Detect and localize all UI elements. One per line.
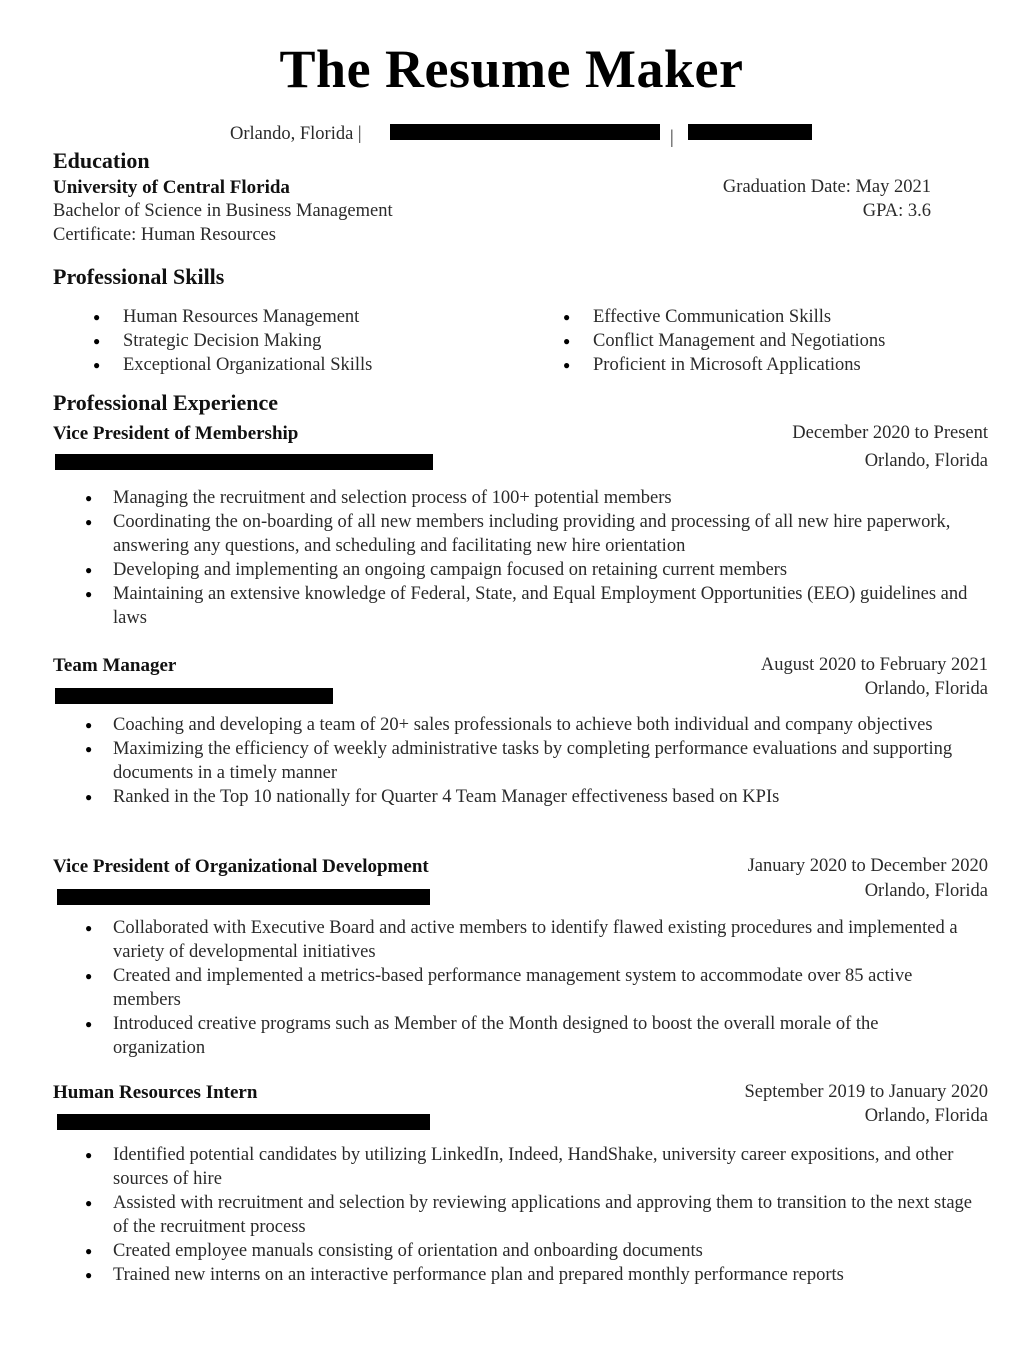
job-bullets — [53, 713, 973, 809]
list-item: ● Collaborated with Executive Board and active members to identify flawed existing procedures and implemented a variety of developmental initiatives — [53, 916, 973, 964]
job-title: Vice President of Membership — [53, 423, 299, 444]
job-location: Orlando, Florida — [864, 881, 988, 901]
redacted-employer — [57, 889, 430, 905]
skills-list-right — [523, 305, 885, 377]
education-school: University of Central Florida — [53, 177, 290, 198]
job-dates: December 2020 to Present — [792, 423, 988, 443]
list-item: ● Identified potential candidates by utilizing LinkedIn, Indeed, HandShake, university career expositions, and other sources of hire — [53, 1143, 983, 1191]
job-location: Orlando, Florida — [864, 451, 988, 471]
education-gpa: GPA: 3.6 — [862, 201, 931, 221]
list-item: ● Created and implemented a metrics-based performance management system to accommodate over 85 active members — [53, 964, 973, 1012]
list-item: ● Maximizing the efficiency of weekly administrative tasks by completing performance evaluations and supporting documents in a timely manner — [53, 737, 973, 785]
list-item: ● Managing the recruitment and selection process of 100+ potential members — [53, 486, 973, 510]
list-item: ● Coordinating the on-boarding of all new members including providing and processing of all new hire paperwork, answering any questions, and scheduling and facilitating new hire orientation — [53, 510, 973, 558]
job-dates: September 2019 to January 2020 — [744, 1082, 988, 1102]
list-item: ● Ranked in the Top 10 nationally for Quarter 4 Team Manager effectiveness based on KPIs — [53, 785, 973, 809]
job-title: Vice President of Organizational Development — [53, 856, 429, 877]
redacted-contact-phone — [688, 124, 812, 140]
list-item: ● Trained new interns on an interactive performance plan and prepared monthly performance reports — [53, 1263, 983, 1287]
list-item: ● Created employee manuals consisting of orientation and onboarding documents — [53, 1239, 983, 1263]
job-title: Human Resources Intern — [53, 1082, 258, 1103]
skills-heading: Professional Skills — [53, 264, 225, 289]
job-dates: January 2020 to December 2020 — [747, 856, 988, 876]
skill-item: ● Strategic Decision Making — [53, 329, 372, 353]
job-bullets — [53, 916, 973, 1060]
contact-separator: | — [670, 128, 674, 148]
list-item: ● Developing and implementing an ongoing campaign focused on retaining current members — [53, 558, 973, 582]
list-item: ● Introduced creative programs such as Member of the Month designed to boost the overall morale of the organization — [53, 1012, 973, 1060]
redacted-employer — [55, 688, 333, 704]
education-certificate: Certificate: Human Resources — [53, 225, 276, 245]
job-location: Orlando, Florida — [864, 679, 988, 699]
skill-item: ● Exceptional Organizational Skills — [53, 353, 372, 377]
skills-list-left — [53, 305, 372, 377]
list-item: ● Assisted with recruitment and selection by reviewing applications and approving them to transition to the next stage of the recruitment process — [53, 1191, 983, 1239]
contact-location: Orlando, Florida | — [230, 124, 362, 144]
redacted-contact-email — [390, 124, 660, 140]
job-location: Orlando, Florida — [864, 1106, 988, 1126]
skill-item: ● Proficient in Microsoft Applications — [523, 353, 885, 377]
page-title: The Resume Maker — [279, 39, 744, 99]
redacted-employer — [57, 1114, 430, 1130]
education-degree: Bachelor of Science in Business Management — [53, 201, 393, 221]
skill-item: ● Effective Communication Skills — [523, 305, 885, 329]
job-title: Team Manager — [53, 655, 177, 676]
job-dates: August 2020 to February 2021 — [760, 655, 988, 675]
list-item: ● Maintaining an extensive knowledge of Federal, State, and Equal Employment Opportunities (EEO) guidelines and laws — [53, 582, 973, 630]
experience-heading: Professional Experience — [53, 390, 279, 415]
job-bullets — [53, 1143, 983, 1287]
list-item: ● Coaching and developing a team of 20+ sales professionals to achieve both individual and company objectives — [53, 713, 973, 737]
redacted-employer — [55, 454, 433, 470]
education-graduation: Graduation Date: May 2021 — [722, 177, 931, 197]
job-bullets — [53, 486, 973, 630]
skill-item: ● Human Resources Management — [53, 305, 372, 329]
skill-item: ● Conflict Management and Negotiations — [523, 329, 885, 353]
education-heading: Education — [53, 148, 150, 173]
